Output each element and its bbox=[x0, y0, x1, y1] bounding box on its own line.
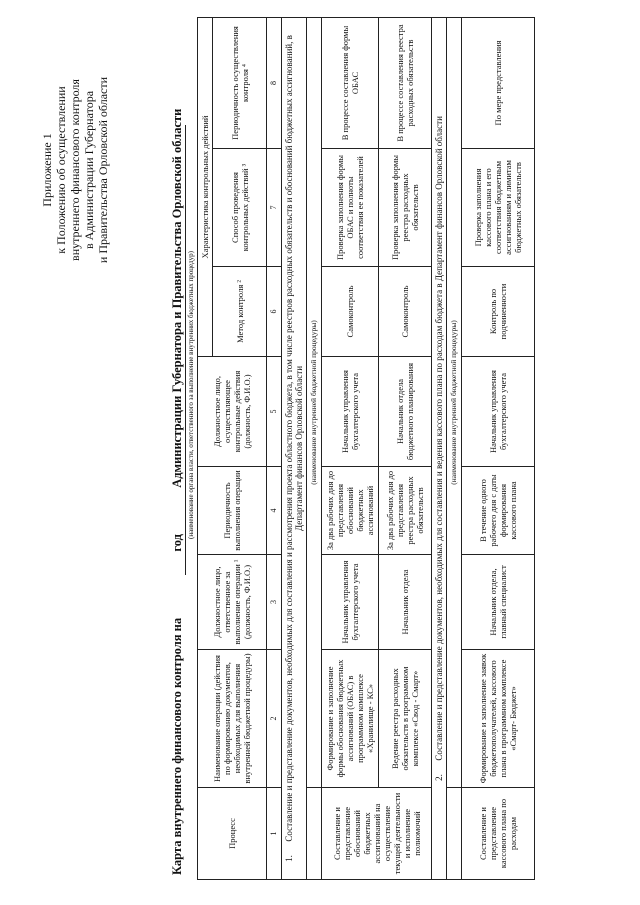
cell-process: Составление и представление кассового плана по расходам bbox=[462, 788, 535, 880]
appendix-line: внутреннего финансового контроля bbox=[68, 79, 82, 261]
header-control-person: Должностное лицо, осуществляющее контрольные действия (должность, Ф.И.О.) bbox=[198, 357, 267, 467]
control-map-table bbox=[197, 17, 535, 880]
header-row bbox=[198, 17, 213, 879]
cell-responsible: Начальник отдела bbox=[379, 555, 432, 650]
column-number: 3 bbox=[267, 555, 282, 650]
organization-caption: (наименование органа власти, ответственного за выполнение внутренних бюджетных процедур) bbox=[187, 251, 195, 539]
cell-periodicity: В течение одного рабочего дня с даты формирования кассового плана bbox=[462, 467, 535, 555]
table-row bbox=[379, 17, 432, 879]
section-caption-row bbox=[307, 17, 322, 879]
cell-control-periodicity: В процессе составления формы ОБАС bbox=[322, 17, 379, 148]
section-title-row bbox=[282, 17, 307, 879]
title-year-word: год bbox=[170, 534, 184, 552]
cell-control-person: Начальник управления бухгалтерского учета bbox=[462, 357, 535, 467]
appendix-note bbox=[40, 20, 110, 320]
header-method: Метод контроля ² bbox=[213, 267, 267, 357]
table-row bbox=[462, 17, 535, 879]
section-title: Составление и представление документов, необходимых для составления и рассмотрения проекта областного бюджета, в том числе реестров расходных обязательств и обоснований бюджетных ассигнований, в Департамент финансов Орловской области bbox=[284, 35, 304, 842]
section-caption: (наименование внутренней бюджетной процедуры) bbox=[307, 17, 322, 787]
cell-way: Проверка заполнения формы ОБАС и полноты соответствия ее показателей bbox=[322, 149, 379, 267]
section-number: 2. bbox=[434, 774, 444, 781]
column-number: 7 bbox=[267, 149, 282, 267]
appendix-line: к Положению об осуществлении bbox=[54, 86, 68, 254]
header-control-periodicity: Периодичность осуществления контроля ⁴ bbox=[213, 17, 267, 148]
cell-way: Проверка заполнения кассового плана и его соответствия бюджетным ассигнованиям и лимитам бюджетных обязательств bbox=[462, 149, 535, 267]
cell-control-person: Начальник управления бухгалтерского учета bbox=[322, 357, 379, 467]
header-process: Процесс bbox=[198, 788, 267, 880]
cell-control-periodicity: По мере представления bbox=[462, 17, 535, 148]
appendix-line: Приложение 1 bbox=[40, 133, 54, 207]
appendix-line: в Администрации Губернатора bbox=[82, 90, 96, 250]
section-caption: (наименование внутренней бюджетной процедуры) bbox=[447, 17, 462, 787]
cell-responsible: Начальник управления бухгалтерского учета bbox=[322, 555, 379, 650]
section-title-row bbox=[432, 17, 447, 879]
section-caption-row bbox=[447, 17, 462, 879]
cell-method: Контроль по подчиненности bbox=[462, 267, 535, 357]
title-prefix: Карта внутреннего финансового контроля на bbox=[170, 617, 184, 875]
cell-control-person: Начальник отдела бюджетного планирования bbox=[379, 357, 432, 467]
column-number: 2 bbox=[267, 650, 282, 788]
title-underline bbox=[185, 125, 186, 575]
header-operation: Наименование операции (действия по формированию документов, необходимых для выполнения внутренней бюджетной процедуры) bbox=[198, 650, 267, 788]
table-row bbox=[322, 17, 379, 879]
column-number-row bbox=[267, 17, 282, 879]
cell-control-periodicity: В процессе составления реестра расходных обязательств bbox=[379, 17, 432, 148]
cell-operation: Формирование и заполнение заявок бюджетополучателей, кассового плана в программном комплексе «Смарт- Бюджет» bbox=[462, 650, 535, 788]
section-title: Составление и представление документов, необходимых для составления и ведения кассового плана по расходам бюджета в Департамент финансов Орловской области bbox=[434, 116, 444, 761]
column-number: 8 bbox=[267, 17, 282, 148]
header-responsible: Должностное лицо, ответственное за выполнение операции ¹ (должность, Ф.И.О.) bbox=[198, 555, 267, 650]
column-number: 4 bbox=[267, 467, 282, 555]
cell-method: Самоконтроль bbox=[322, 267, 379, 357]
column-number: 1 bbox=[267, 788, 282, 880]
header-control-group: Характеристика контрольных действий bbox=[198, 17, 213, 356]
cell-process: Составление и представление обоснований бюджетных ассигнований на осуществление текущей деятельности и исполнение полномочий bbox=[322, 788, 432, 880]
cell-periodicity: За два рабочих дня до представления обоснований бюджетных ассигнований bbox=[322, 467, 379, 555]
header-periodicity: Периодичность выполнения операции bbox=[198, 467, 267, 555]
appendix-line: и Правительства Орловской области bbox=[96, 76, 110, 264]
column-number: 5 bbox=[267, 357, 282, 467]
column-number: 6 bbox=[267, 267, 282, 357]
cell-responsible: Начальник отдела, главный специалист bbox=[462, 555, 535, 650]
title-organization: Администрации Губернатора и Правительства Орловской области bbox=[170, 108, 184, 488]
section-number: 1. bbox=[284, 855, 294, 862]
cell-operation: Ведение реестра расходных обязательств в программном комплексе «Свод - Смарт» bbox=[379, 650, 432, 788]
header-way: Способ проведения контрольных действий ³ bbox=[213, 149, 267, 267]
cell-periodicity: За два рабочих дня до представления реестра расходных обязательств bbox=[379, 467, 432, 555]
document-title bbox=[170, 15, 185, 875]
cell-method: Самоконтроль bbox=[379, 267, 432, 357]
cell-way: Проверка заполнения формы реестра расходных обязательств bbox=[379, 149, 432, 267]
cell-operation: Формирование и заполнение формы обоснования бюджетных ассигнований (ОБАС) в программном комплексе «Хранилище - КС» bbox=[322, 650, 379, 788]
